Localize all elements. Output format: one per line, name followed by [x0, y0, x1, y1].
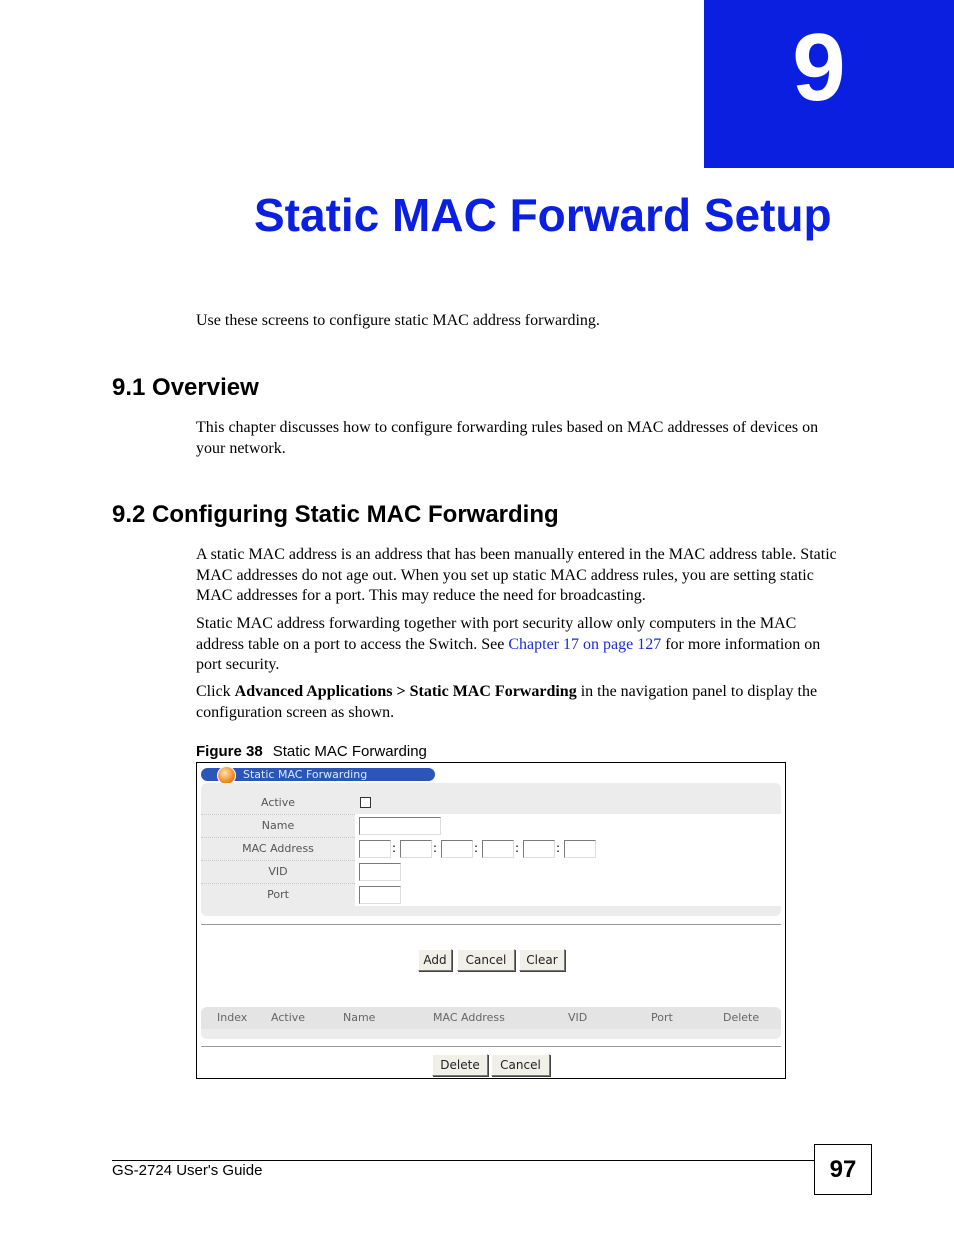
- footer-guide-title: GS-2724 User's Guide: [112, 1162, 263, 1179]
- row-mac-address: [201, 837, 781, 861]
- mac-separator: :: [433, 841, 438, 855]
- mac-separator: :: [392, 841, 397, 855]
- row-name: [201, 814, 781, 838]
- mac-address-label: MAC Address: [242, 842, 314, 855]
- name-input[interactable]: [359, 817, 441, 835]
- divider: [201, 924, 781, 925]
- port-label: Port: [267, 888, 289, 901]
- column-name: Name: [343, 1011, 376, 1024]
- para3-text-start: Click: [196, 683, 235, 700]
- delete-button[interactable]: Delete: [432, 1054, 488, 1076]
- para2-text-start: Static MAC address forwarding together with port security allow only computers in the MAC address table on a port to access the Switch. See: [196, 615, 797, 653]
- column-active: Active: [271, 1011, 306, 1024]
- name-label: Name: [261, 819, 295, 832]
- table-cancel-button[interactable]: Cancel: [491, 1054, 550, 1076]
- table-footer: [201, 1029, 781, 1039]
- mac-separator: :: [515, 841, 520, 855]
- column-mac-address: MAC Address: [433, 1011, 505, 1024]
- screen-title-tab: [201, 768, 435, 781]
- figure-label: Figure 38: [196, 743, 263, 760]
- chapter-number: 9: [792, 14, 846, 121]
- vid-label: VID: [268, 865, 288, 878]
- mac-octet-4-input[interactable]: [482, 840, 514, 858]
- mac-octet-6-input[interactable]: [564, 840, 596, 858]
- port-input[interactable]: [359, 886, 401, 904]
- chapter-17-link[interactable]: Chapter 17 on page 127: [508, 635, 662, 653]
- active-label: Active: [260, 796, 296, 809]
- column-index: Index: [217, 1011, 248, 1024]
- mac-octet-2-input[interactable]: [400, 840, 432, 858]
- cancel-button[interactable]: Cancel: [457, 949, 515, 971]
- divider: [201, 1046, 781, 1047]
- chapter-title: Static MAC Forward Setup: [254, 189, 832, 241]
- active-checkbox[interactable]: [360, 797, 371, 808]
- column-vid: VID: [568, 1011, 588, 1024]
- figure-caption: [196, 743, 427, 760]
- navigation-path: Advanced Applications > Static MAC Forwarding: [234, 683, 577, 700]
- config-paragraph-2: [196, 614, 846, 676]
- static-mac-forwarding-screenshot: [196, 762, 786, 1079]
- add-button[interactable]: Add: [418, 949, 452, 971]
- mac-octet-3-input[interactable]: [441, 840, 473, 858]
- row-vid: [201, 860, 781, 884]
- intro-paragraph: Use these screens to configure static MAC address forwarding.: [196, 312, 600, 329]
- row-port: [201, 883, 781, 906]
- section-heading-configuring: 9.2 Configuring Static MAC Forwarding: [112, 501, 559, 528]
- page-number: 97: [814, 1144, 872, 1195]
- overview-paragraph: This chapter discusses how to configure forwarding rules based on MAC addresses of devices on your network.: [196, 419, 819, 457]
- mac-octet-5-input[interactable]: [523, 840, 555, 858]
- para2-text-end: for more information on port security.: [196, 635, 821, 673]
- config-paragraph-1: A static MAC address is an address that has been manually entered in the MAC address table. Static MAC addresses do not age out. When you set up static MAC address rules, you are setting static MAC addresses for a port. This may reduce the need for broadcasting.: [196, 546, 837, 604]
- column-delete: Delete: [723, 1011, 760, 1024]
- section-heading-overview: 9.1 Overview: [112, 374, 259, 401]
- vid-input[interactable]: [359, 863, 401, 881]
- config-paragraph-3: [196, 682, 846, 723]
- screen-title: Static MAC Forwarding: [243, 768, 368, 781]
- figure-caption-text: Static MAC Forwarding: [272, 743, 427, 760]
- row-active: [201, 791, 781, 815]
- table-header: [201, 1007, 781, 1029]
- footer-rule: [112, 1160, 814, 1161]
- chapter-number-box: [704, 0, 954, 168]
- mac-separator: :: [474, 841, 479, 855]
- para3-text-end: in the navigation panel to display the configuration screen as shown.: [196, 683, 818, 721]
- column-port: Port: [651, 1011, 673, 1024]
- clear-button[interactable]: Clear: [519, 949, 565, 971]
- mac-octet-1-input[interactable]: [359, 840, 391, 858]
- mac-separator: :: [556, 841, 561, 855]
